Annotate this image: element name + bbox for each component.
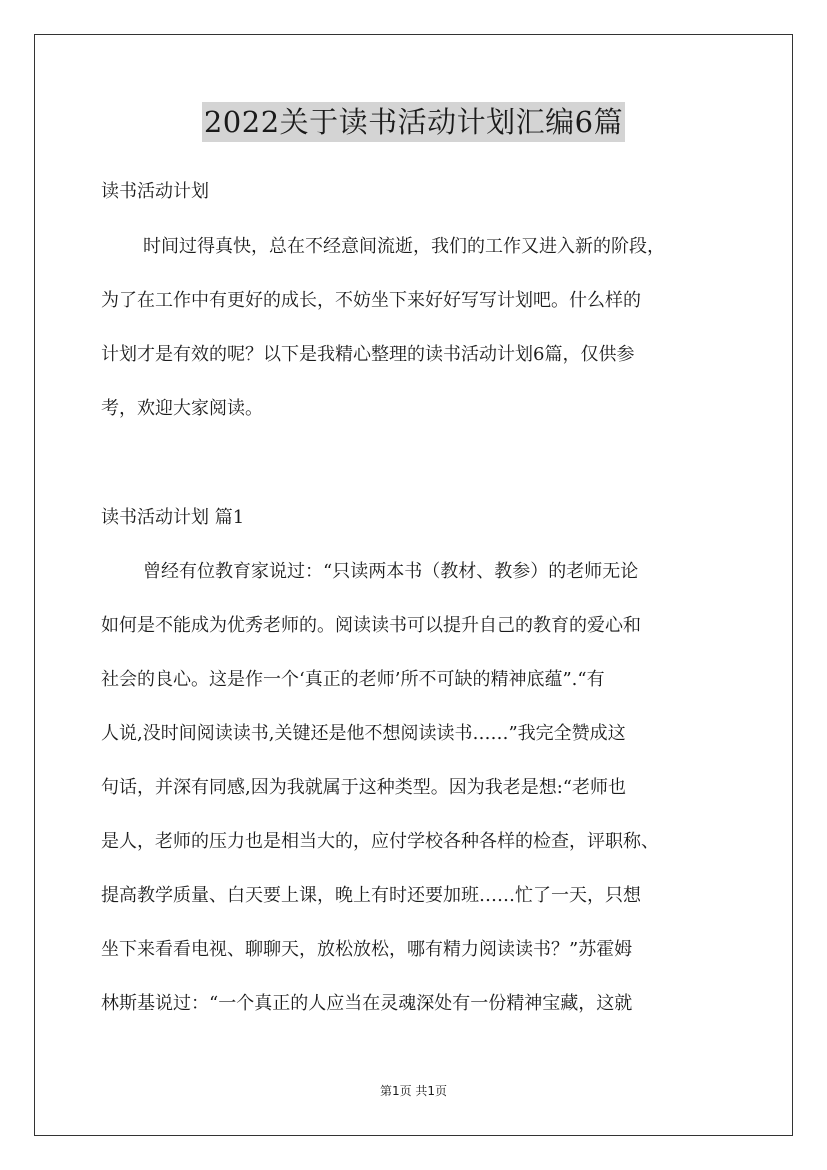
section1-line-3: 社会的良心。这是作一个‘真正的老师’所不可缺的精神底蕴”.“有 bbox=[101, 669, 605, 690]
section1-line-5: 句话，并深有同感,因为我就属于这种类型。因为我老是想:“老师也 bbox=[101, 777, 626, 798]
section1-line-9: 林斯基说过：“一个真正的人应当在灵魂深处有一份精神宝藏，这就 bbox=[101, 993, 633, 1014]
intro-line-4: 考，欢迎大家阅读。 bbox=[101, 398, 263, 419]
section1-line-7: 提高教学质量、白天要上课，晚上有时还要加班……忙了一天，只想 bbox=[101, 885, 641, 906]
section1-line-4: 人说,没时间阅读读书,关键还是他不想阅读读书……”我完全赞成这 bbox=[101, 723, 626, 744]
section1-line-2: 如何是不能成为优秀老师的。阅读读书可以提升自己的教育的爱心和 bbox=[101, 615, 641, 636]
section1-line-6: 是人，老师的压力也是相当大的，应付学校各种各样的检查，评职称、 bbox=[101, 831, 659, 852]
section1-line-8: 坐下来看看电视、聊聊天，放松放松，哪有精力阅读读书？”苏霍姆 bbox=[101, 939, 633, 960]
page-footer: 第1页 共1页 bbox=[379, 1084, 448, 1098]
section1-heading: 读书活动计划 篇1 bbox=[101, 507, 245, 528]
section1-line-1: 曾经有位教育家说过：“只读两本书（教材、教参）的老师无论 bbox=[143, 561, 639, 582]
document-title bbox=[0, 102, 827, 142]
intro-line-3: 计划才是有效的呢？以下是我精心整理的读书活动计划6篇，仅供参 bbox=[101, 344, 635, 365]
intro-heading: 读书活动计划 bbox=[101, 181, 209, 202]
intro-line-1: 时间过得真快，总在不经意间流逝，我们的工作又进入新的阶段， bbox=[143, 236, 665, 257]
intro-line-2: 为了在工作中有更好的成长，不妨坐下来好好写写计划吧。什么样的 bbox=[101, 290, 641, 311]
document-title-text: 2022关于读书活动计划汇编6篇 bbox=[202, 102, 625, 142]
